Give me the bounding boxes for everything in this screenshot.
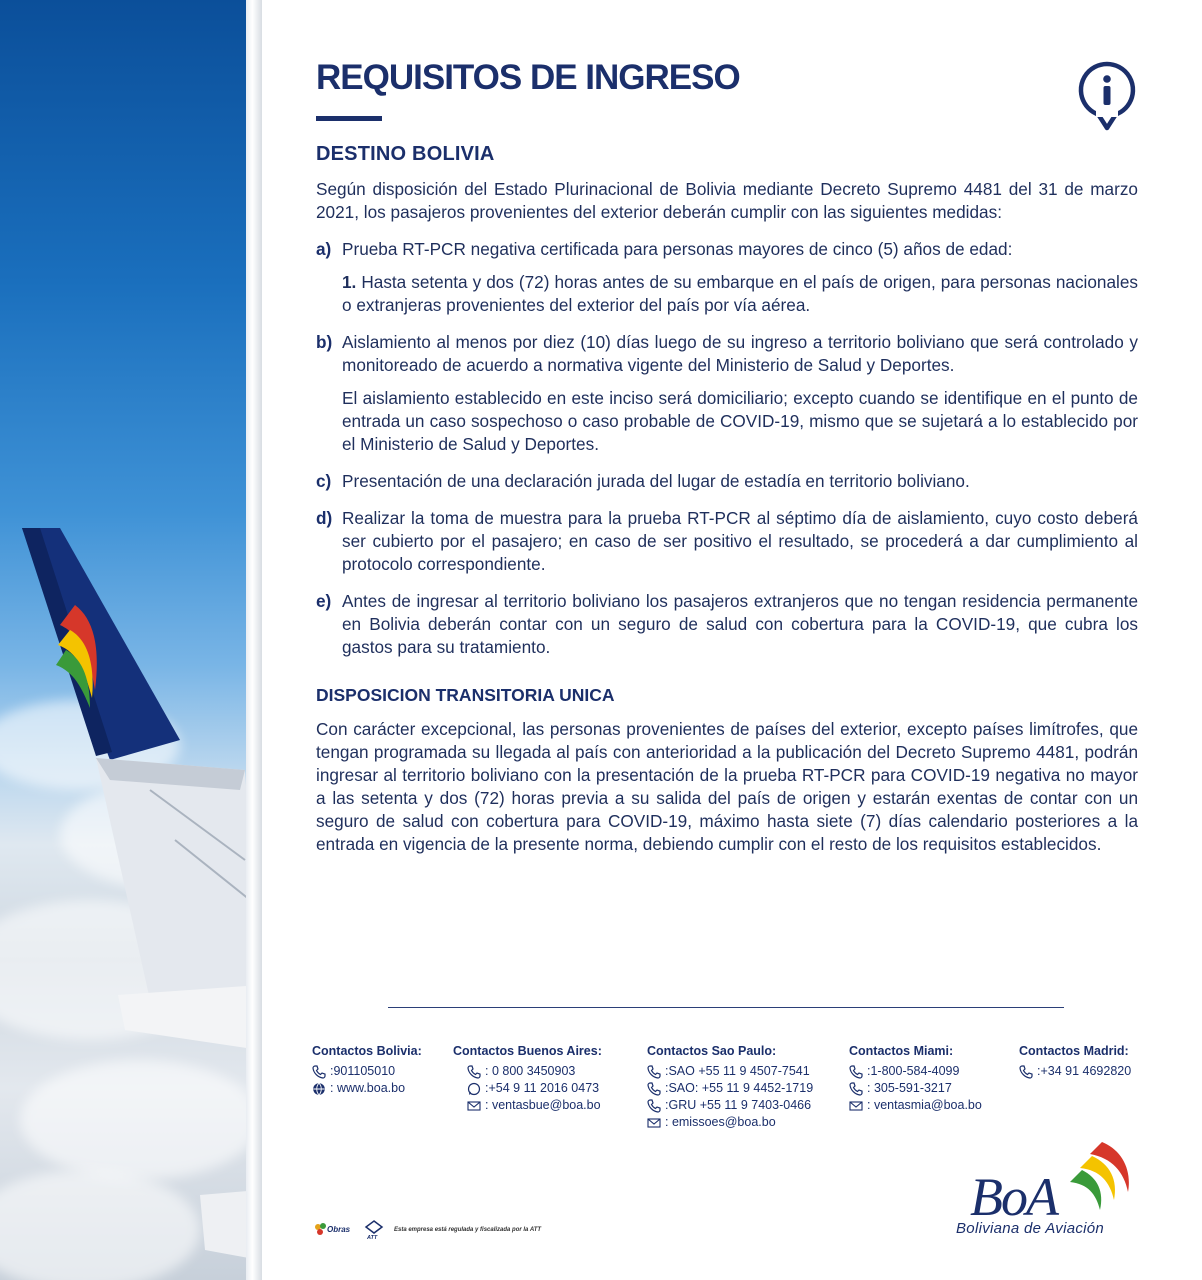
title-underline <box>316 116 382 121</box>
contact-title: Contactos Bolivia: <box>312 1044 422 1058</box>
regulation-text: Esta empresa está regulada y fiscalizada por la ATT <box>394 1227 542 1233</box>
obras-logo-icon <box>314 1221 352 1239</box>
page-divider <box>246 0 262 1280</box>
disposicion-paragraph: Con carácter excepcional, las personas provenientes de países del exterior, excepto países limítrofes, que tengan programada su llegada al país con anterioridad a la publicación del Decreto Supremo 4481, podrán ingresar al territorio boliviano con la presentación de la prueba RT-PCR para COVID-19 negativa no mayor a las setenta y dos (72) horas previa a su salida del país de origen y estarán exentas de contar con un seguro de salud con cobertura para COVID-19, máximo hasta siete (7) días calendario posteriores a la entrada en vigencia de la presente norma, debiendo cumplir con el resto de los requisitos establecidos. <box>316 719 1138 854</box>
phone-icon <box>467 1065 481 1079</box>
intro-paragraph: Según disposición del Estado Plurinacional de Bolivia mediante Decreto Supremo 4481 del 31 de marzo 2021, los pasajeros provenientes del exterior deberán cumplir con las siguientes medidas: <box>316 179 1138 222</box>
contact-email[interactable]: : emissoes@boa.bo <box>665 1115 776 1129</box>
item-text: Antes de ingresar al territorio boliviano los pasajeros extranjeros que no tengan residencia permanente en Bolivia deberán contar con un seguro de salud con cobertura para la COVID-19, que cubra los gastos para su tratamiento. <box>342 591 1138 657</box>
contact-title: Contactos Buenos Aires: <box>453 1044 602 1058</box>
contacts-bolivia <box>312 1043 422 1097</box>
globe-icon <box>312 1082 326 1096</box>
boa-logo-text: BoA <box>970 1167 1057 1227</box>
sub-number: 1. <box>342 272 357 292</box>
email-icon <box>647 1116 661 1130</box>
item-label: a) <box>316 239 332 259</box>
item-label: d) <box>316 508 333 528</box>
att-label: ATT <box>367 1235 378 1240</box>
email-icon <box>849 1099 863 1113</box>
contact-title: Contactos Madrid: <box>1019 1044 1129 1058</box>
sub-text: Hasta setenta y dos (72) horas antes de su embarque en el país de origen, para personas nacionales o extranjeras provenientes del exterior del país por vía aérea. <box>342 272 1139 315</box>
item-text: Realizar la toma de muestra para la prueba RT-PCR al séptimo día de aislamiento, cuyo costo deberá ser cubierto por el pasajero; en caso de ser positivo el resultado, se procederá a dar cumplimiento al protocolo correspondiente. <box>342 508 1138 574</box>
contact-whatsapp[interactable]: :+54 9 11 2016 0473 <box>485 1081 600 1095</box>
contact-title: Contactos Sao Paulo: <box>647 1044 777 1058</box>
requirements-content <box>316 56 1138 856</box>
phone-icon <box>647 1065 661 1079</box>
item-text: Prueba RT-PCR negativa certificada para personas mayores de cinco (5) años de edad: <box>342 239 1013 259</box>
obras-label: Obras <box>327 1225 351 1234</box>
requirement-item-a <box>316 238 1138 317</box>
item-label: e) <box>316 591 332 611</box>
item-label: b) <box>316 332 333 352</box>
contact-phone[interactable]: :901105010 <box>330 1064 396 1078</box>
boa-logo-subtitle: Boliviana de Aviación <box>956 1220 1105 1237</box>
regulation-notice <box>314 1220 541 1240</box>
wing-graphic <box>0 0 260 1280</box>
contact-title: Contactos Miami: <box>849 1044 954 1058</box>
requirement-item-d <box>316 507 1138 576</box>
airplane-wing-photo <box>0 0 260 1280</box>
boa-logo <box>952 1140 1147 1240</box>
phone-icon <box>849 1082 863 1096</box>
contact-phone[interactable]: : 305-591-3217 <box>867 1081 952 1095</box>
phone-icon <box>647 1099 661 1113</box>
section-title-disposicion: DISPOSICION TRANSITORIA UNICA <box>316 685 615 705</box>
phone-icon <box>849 1065 863 1079</box>
item-subtext <box>342 271 1138 317</box>
contact-email[interactable]: : ventasmia@boa.bo <box>867 1098 982 1112</box>
contacts-miami <box>849 1043 982 1114</box>
phone-icon <box>1019 1065 1033 1079</box>
contacts-sao-paulo <box>647 1043 813 1131</box>
contact-phone[interactable]: :1-800-584-4099 <box>867 1064 960 1078</box>
item-subtext: El aislamiento establecido en este inciso será domiciliario; excepto cuando se identifique en el punto de entrada un caso sospechoso o caso probable de COVID-19, mismo que se sujetará a lo establecido por el Ministerio de Salud y Deportes. <box>342 388 1138 454</box>
email-icon <box>467 1099 481 1113</box>
whatsapp-icon <box>467 1082 481 1096</box>
phone-icon <box>312 1065 326 1079</box>
contacts-madrid <box>1019 1043 1131 1080</box>
requirement-item-b <box>316 331 1138 456</box>
contact-web[interactable]: : www.boa.bo <box>330 1081 406 1095</box>
requirement-item-e <box>316 590 1138 659</box>
page-title: REQUISITOS DE INGRESO <box>316 58 740 97</box>
contact-phone[interactable]: :GRU +55 11 9 7403-0466 <box>665 1098 812 1112</box>
requirement-item-c <box>316 470 1138 493</box>
footer-divider <box>388 1007 1064 1008</box>
contact-phone[interactable]: :SAO +55 11 9 4507-7541 <box>665 1064 810 1078</box>
contact-email[interactable]: : ventasbue@boa.bo <box>485 1098 601 1112</box>
att-logo-icon <box>362 1220 386 1240</box>
contacts-buenos-aires <box>453 1043 602 1114</box>
section-title-destino: DESTINO BOLIVIA <box>316 143 495 165</box>
contact-phone[interactable]: :SAO: +55 11 9 4452-1719 <box>665 1081 814 1095</box>
phone-icon <box>647 1082 661 1096</box>
item-label: c) <box>316 471 332 491</box>
item-text: Presentación de una declaración jurada del lugar de estadía en territorio boliviano. <box>342 471 970 491</box>
item-text: Aislamiento al menos por diez (10) días luego de su ingreso a territorio boliviano que será controlado y monitoreado de acuerdo a normativa vigente del Ministerio de Salud y Deportes. <box>342 332 1138 375</box>
contact-phone[interactable]: :+34 91 4692820 <box>1037 1064 1132 1078</box>
contact-phone[interactable]: : 0 800 3450903 <box>485 1064 576 1078</box>
